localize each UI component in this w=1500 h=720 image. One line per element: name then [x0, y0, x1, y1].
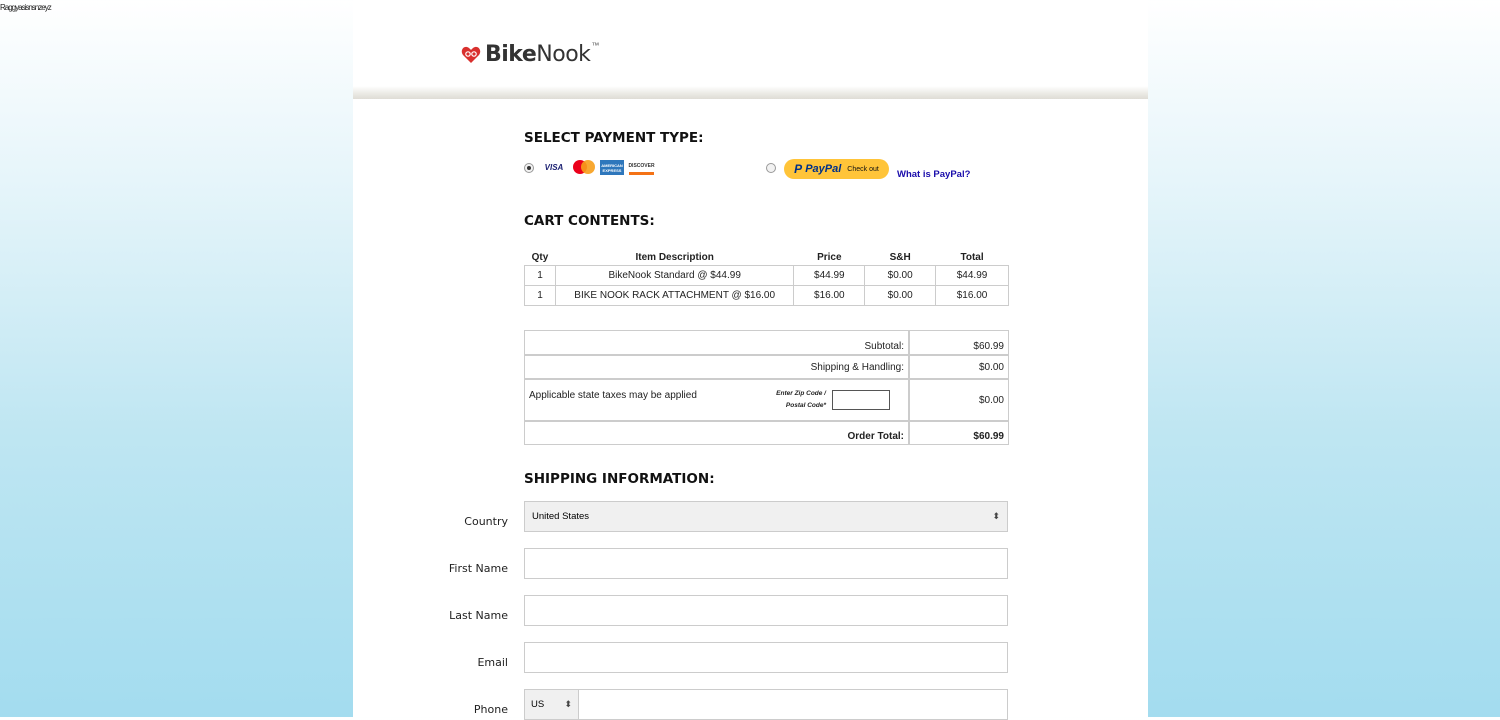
what-is-paypal-link[interactable]: What is PayPal?	[897, 169, 971, 180]
paypal-label: PayPal	[805, 163, 842, 175]
country-select[interactable]	[524, 501, 1008, 532]
amex-icon: AMERICAN EXPRESS	[600, 160, 624, 175]
paypal-radio[interactable]	[766, 163, 776, 173]
select-arrows-icon: ⬍	[992, 511, 1000, 521]
cell-price: $16.00	[794, 286, 865, 306]
tax-note: Applicable state taxes may be applied	[529, 390, 697, 401]
country-label: Country	[464, 515, 508, 528]
brand-name: BikeNook	[485, 42, 591, 67]
tax-row	[524, 379, 1009, 421]
col-price: Price	[817, 251, 842, 263]
checkout-panel	[353, 0, 1148, 717]
cell-sh: $0.00	[865, 286, 936, 306]
col-total: Total	[960, 251, 984, 263]
cell-price: $44.99	[794, 266, 865, 286]
last-name-label: Last Name	[449, 609, 508, 622]
cell-qty: 1	[525, 266, 556, 286]
cart-header-row	[525, 249, 1009, 266]
col-sh: S&H	[889, 251, 911, 263]
col-qty: Qty	[531, 251, 549, 263]
shipping-value: $0.00	[909, 355, 1009, 379]
order-total-value: $60.99	[909, 421, 1009, 445]
cell-sh: $0.00	[865, 266, 936, 286]
cell-total: $16.00	[936, 286, 1009, 306]
table-row	[525, 266, 1009, 286]
brand-logo[interactable]	[461, 42, 599, 67]
cell-total: $44.99	[936, 266, 1009, 286]
zip-label: Enter Zip Code / Postal Code*	[776, 390, 826, 409]
paypal-checkout-label: Check out	[847, 165, 879, 173]
tax-wrap	[529, 388, 904, 412]
phone-country-value: US	[531, 699, 545, 710]
zip-input[interactable]	[832, 390, 890, 410]
country-value: United States	[532, 511, 590, 522]
tax-cell	[524, 379, 909, 421]
totals-table	[524, 330, 1009, 445]
paypal-p-icon: P	[794, 162, 803, 176]
subtotal-label: Subtotal:	[524, 330, 909, 355]
phone-country-select[interactable]	[524, 689, 579, 720]
order-total-row	[524, 421, 1009, 445]
cart-title: CART CONTENTS:	[524, 213, 655, 229]
payment-title: SELECT PAYMENT TYPE:	[524, 130, 704, 146]
header-shadow	[353, 86, 1148, 99]
paypal-checkout-button[interactable]	[784, 159, 889, 179]
email-label: Email	[477, 656, 508, 669]
first-name-input[interactable]	[524, 548, 1008, 579]
mastercard-icon	[572, 159, 596, 175]
table-row	[525, 286, 1009, 306]
email-input[interactable]	[524, 642, 1008, 673]
phone-label: Phone	[473, 703, 508, 716]
header	[353, 0, 1148, 86]
cell-description: BikeNook Standard @ $44.99	[555, 266, 793, 286]
shipping-row	[524, 355, 1009, 379]
zip-group	[776, 388, 890, 412]
first-name-label: First Name	[448, 562, 508, 575]
brand-tm: ™	[591, 41, 600, 50]
subtotal-row	[524, 330, 1009, 355]
heart-logo-icon	[461, 46, 481, 64]
select-arrows-icon: ⬍	[564, 699, 572, 709]
last-name-input[interactable]	[524, 595, 1008, 626]
shipping-label: Shipping & Handling:	[524, 355, 909, 379]
subtotal-value: $60.99	[909, 330, 1009, 355]
col-description: Item Description	[635, 251, 714, 263]
cart-table	[524, 249, 1009, 306]
discover-icon: DISCOVER	[629, 160, 654, 175]
order-total-label: Order Total:	[524, 421, 909, 445]
card-payment-radio[interactable]	[524, 163, 534, 173]
visa-icon: VISA	[544, 163, 564, 172]
tax-value: $0.00	[909, 379, 1009, 421]
phone-input[interactable]	[578, 689, 1008, 720]
cell-qty: 1	[525, 286, 556, 306]
shipping-title: SHIPPING INFORMATION:	[524, 471, 715, 487]
garbled-text: Raggyasisnsnzeyz	[0, 3, 51, 12]
cell-description: BIKE NOOK RACK ATTACHMENT @ $16.00	[555, 286, 793, 306]
